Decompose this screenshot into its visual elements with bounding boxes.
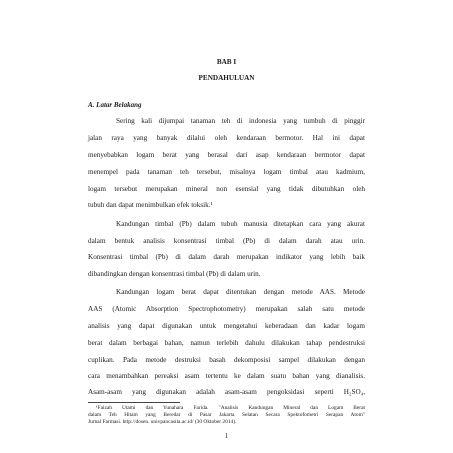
footnote-line: ¹Faizah Utami dan Yunahara Farida. "Analisis Kandungan Mineral dan Logam Berat — [96, 405, 365, 411]
paragraph-line: jalan raya yang banyak dilalui oleh kendaraan bermotor. Hal ini dapat — [88, 134, 365, 142]
paragraph-line: Sering kali dijumpai tanaman teh di indonesia yang tumbuh di pinggir — [116, 117, 365, 125]
paragraph-line: AAS (Atomic Absorption Spectrophotometry) merupakan salah satu metode — [88, 305, 365, 313]
section-heading: A. Latar Belakang — [88, 101, 142, 109]
footnote-line: Jurnal Farmasi. http://dosen. univpancasila.ac.id/ (30 Oktober 2014). — [88, 419, 237, 425]
paragraph-line: tubuh dan dapat menimbulkan efek toksik.¹ — [88, 201, 213, 209]
paragraph-line: dalam bentuk analisis konsentrasi timbal (Pb) di dalam darah atau urin. — [88, 237, 365, 245]
paragraph-line: dibandingkan dengan konsentrasi timbal (Pb) di dalam urin. — [88, 270, 261, 278]
paragraph-line: menempel pada tanaman teh tersebut, misalnya logam timbal atau kadmium, — [88, 168, 365, 176]
paragraph-line: cuplikan. Pada metode destruksi basah dekomposisi sampel dilakukan dengan — [88, 356, 365, 364]
chapter-number: BAB I — [216, 58, 237, 66]
paragraph-line: logam tersebut merupakan mineral non esensial yang tidak dibutuhkan oleh — [88, 185, 365, 193]
paragraph-line: Kandungan timbal (Pb) dalam tubuh manusia ditetapkan cara yang akurat — [116, 220, 365, 228]
paragraph-line: Asam-asam yang digunakan adalah asam-asam pengoksidasi seperti H₂SO₄, — [88, 388, 365, 396]
paragraph-line: menyebabkan logam berat yang berasal dari asap kendaraan bermotor dapat — [88, 151, 365, 159]
page-number: 1 — [224, 432, 229, 440]
chapter-title: PENDAHULUAN — [198, 74, 255, 82]
paragraph-line: analisis yang dapat digunakan untuk mengetahui keberadaan dan kadar logam — [88, 322, 365, 330]
paragraph-line: berat dalam berbagai bahan, namun terlebih dahulu dilakukan tahap pendestruksi — [88, 339, 365, 347]
paragraph-line: cara menambahkan pereaksi asam tertentu ke dalam suatu bahan yang dianalisis. — [88, 372, 365, 380]
paragraph-line: Kandungan logam berat dapat ditentukan dengan metode AAS. Metode — [116, 288, 365, 296]
footnote-line: dalam Teh Hitam yang Beredar di Pasar Jakarta Selatan Secara Spektofometri Serapan Atom" — [88, 412, 365, 418]
footnote-divider — [88, 402, 180, 403]
paragraph-line: Konsentrasi timbal (Pb) di dalam darah merupakan indikator yang lebih baik — [88, 253, 365, 261]
